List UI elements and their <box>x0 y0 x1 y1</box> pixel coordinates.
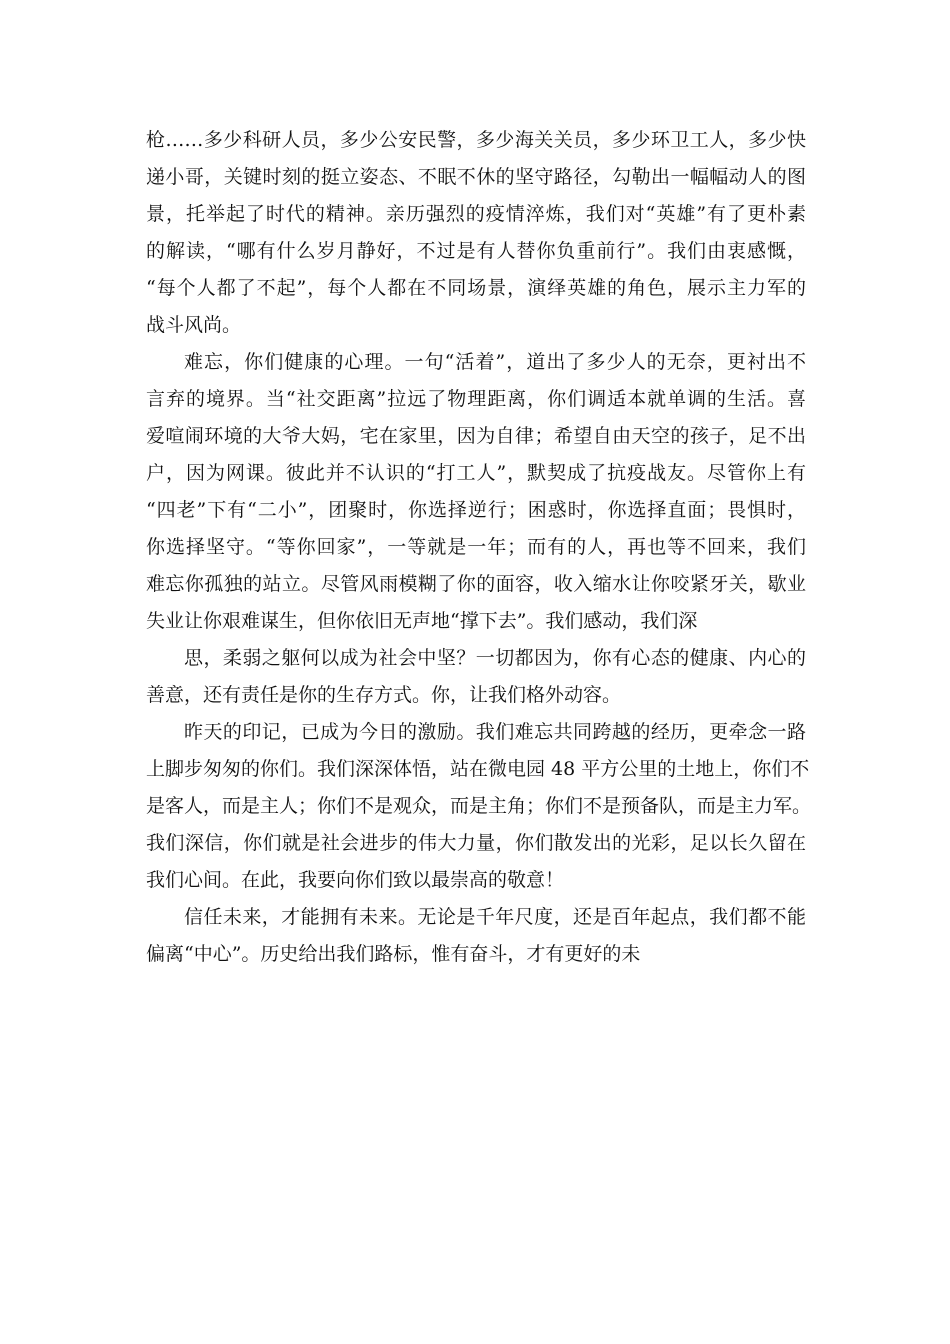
text-line: 上脚步匆匆的你们。我们深深体悟，站在微电园 48 平方公里的土地上，你们不 <box>146 758 810 780</box>
text-line: 偏离“中心”。历史给出我们路标，惟有奋斗，才有更好的未 <box>146 943 641 965</box>
text-line: “四老”下有“二小”，团聚时，你选择逆行；困惑时，你选择直面；畏惧时， <box>146 499 806 521</box>
text-line: 思，柔弱之躯何以成为社会中坚？一切都因为，你有心态的健康、内心的 <box>184 647 806 669</box>
text-line: 枪……多少科研人员，多少公安民警，多少海关关员，多少环卫工人，多少快 <box>146 129 806 151</box>
text-line: 我们心间。在此，我要向你们致以最崇高的敬意！ <box>146 869 565 891</box>
text-line: 难忘你孤独的站立。尽管风雨模糊了你的面容，收入缩水让你咬紧牙关，歇业 <box>146 573 806 595</box>
text-line: 战斗风尚。 <box>146 314 242 336</box>
text-line: 是客人，而是主人；你们不是观众，而是主角；你们不是预备队，而是主力军。 <box>146 795 812 817</box>
text-line: 的解读，“哪有什么岁月静好，不过是有人替你负重前行”。我们由衷感慨， <box>146 240 806 262</box>
text-line: 递小哥，关键时刻的挺立姿态、不眠不休的坚守路径，勾勒出一幅幅动人的图 <box>146 166 806 188</box>
text-line: 善意，还有责任是你的生存方式。你，让我们格外动容。 <box>146 684 622 706</box>
text-line: 难忘，你们健康的心理。一句“活着”，道出了多少人的无奈，更衬出不 <box>184 351 806 373</box>
text-line: 昨天的印记，已成为今日的激励。我们难忘共同跨越的经历，更牵念一路 <box>184 721 806 743</box>
text-line: 言弃的境界。当“社交距离”拉远了物理距离，你们调适本就单调的生活。喜 <box>146 388 806 410</box>
text-line: 信任未来，才能拥有未来。无论是千年尺度，还是百年起点，我们都不能 <box>184 906 806 928</box>
text-line: 失业让你艰难谋生，但你依旧无声地“撑下去”。我们感动，我们深 <box>146 610 698 632</box>
body-text <box>146 122 812 973</box>
text-line: 你选择坚守。“等你回家”，一等就是一年；而有的人，再也等不回来，我们 <box>146 536 806 558</box>
text-line: 我们深信，你们就是社会进步的伟大力量，你们散发出的光彩，足以长久留在 <box>146 832 806 854</box>
text-line: “每个人都了不起”，每个人都在不同场景，演绎英雄的角色，展示主力军的 <box>146 277 806 299</box>
text-line: 爱喧闹环境的大爷大妈，宅在家里，因为自律；希望自由天空的孩子，足不出 <box>146 425 806 447</box>
text-line: 景，托举起了时代的精神。亲历强烈的疫情淬炼，我们对“英雄”有了更朴素 <box>146 203 806 225</box>
text-line: 户，因为网课。彼此并不认识的“打工人”，默契成了抗疫战友。尽管你上有 <box>146 462 806 484</box>
